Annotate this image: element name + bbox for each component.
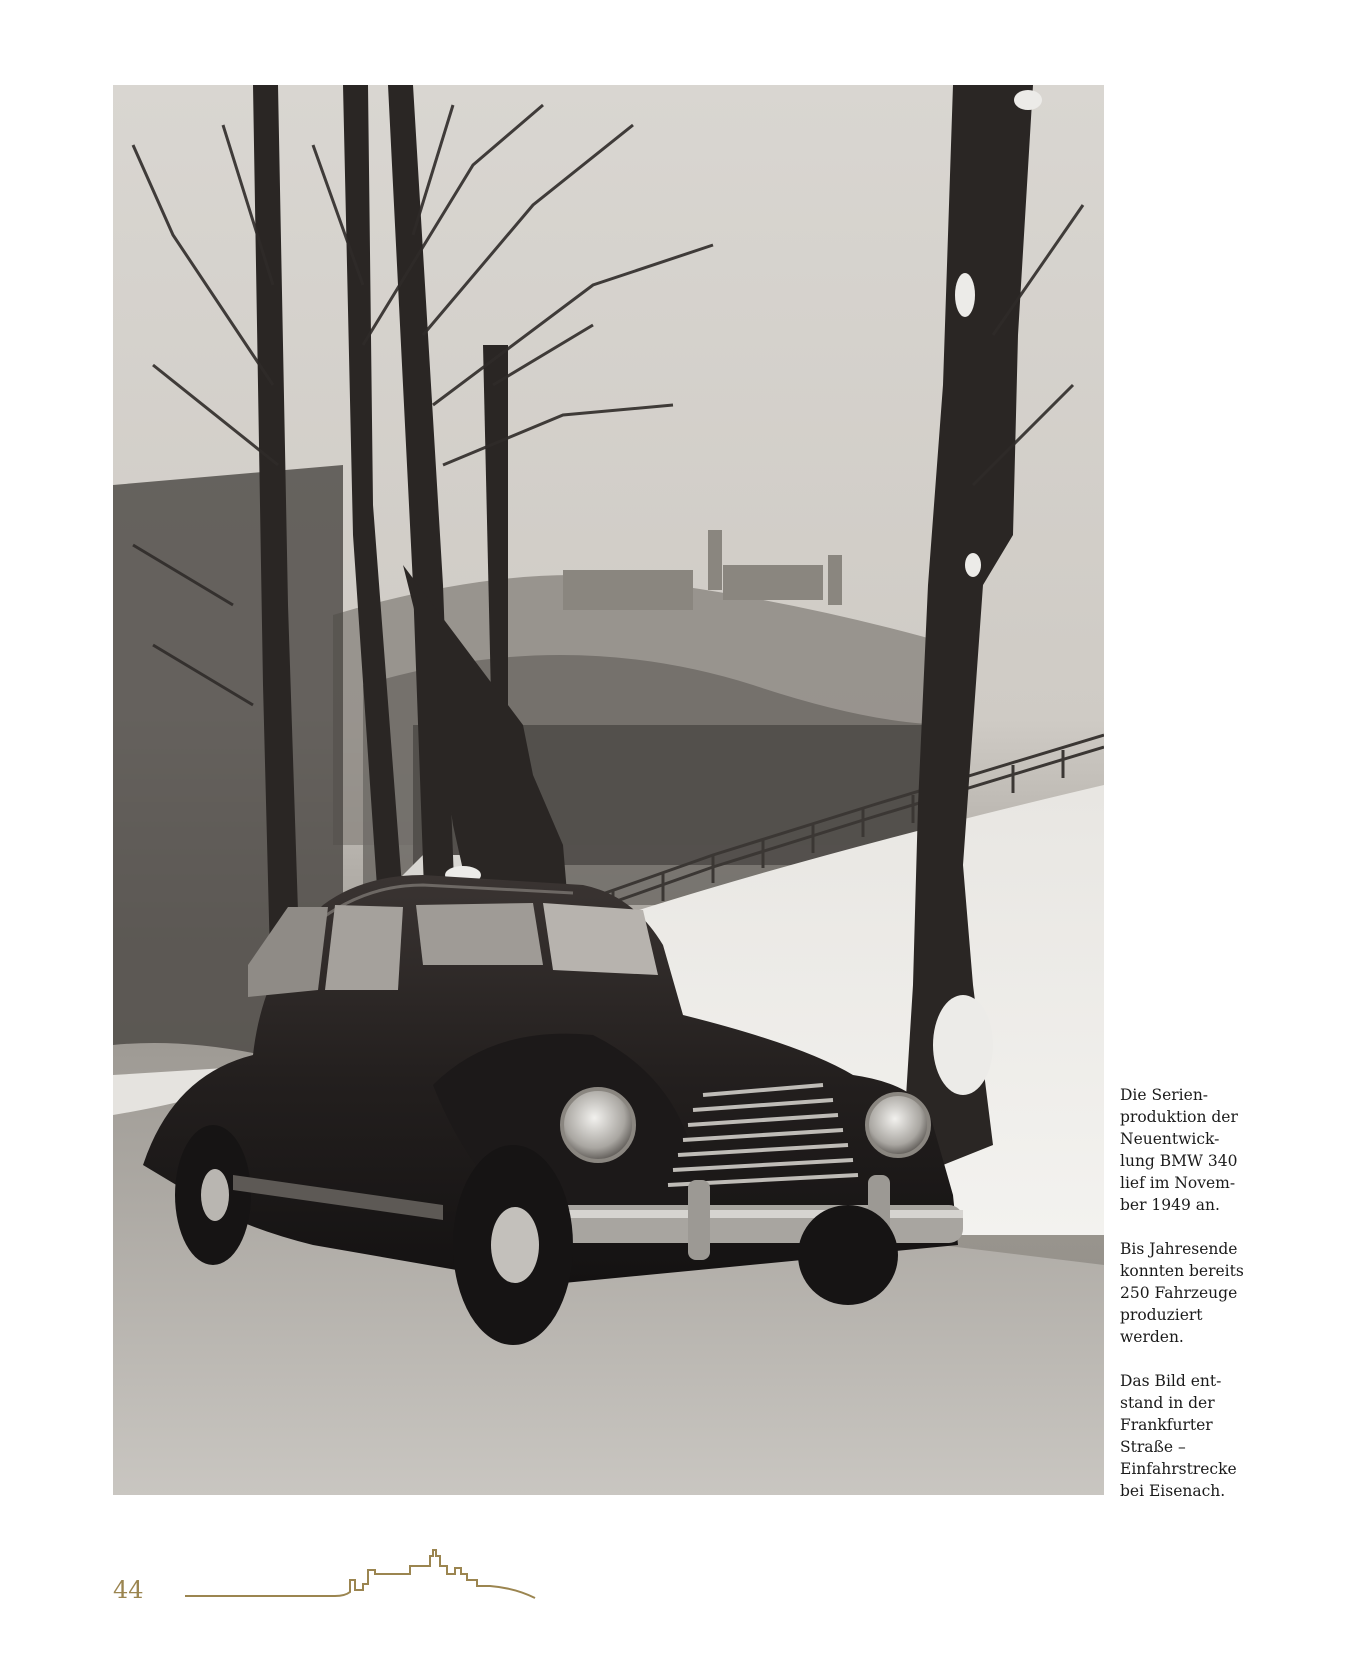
caption-paragraph-1: Die Serien- produktion der Neuentwick- lung BMW 340 lief im Novem- ber 1949 an.	[1120, 1086, 1238, 1214]
historic-photo	[113, 85, 1104, 1495]
photo-illustration	[113, 85, 1104, 1495]
photo-caption	[1120, 1084, 1270, 1524]
caption-paragraph-3: Das Bild ent- stand in der Frankfurter Straße – Einfahrstrecke bei Eisenach.	[1120, 1372, 1237, 1500]
castle-skyline-icon	[185, 1540, 540, 1602]
caption-paragraph-2: Bis Jahresende konnten bereits 250 Fahrzeuge produziert werden.	[1120, 1240, 1244, 1346]
page-number: 44	[113, 1576, 144, 1604]
